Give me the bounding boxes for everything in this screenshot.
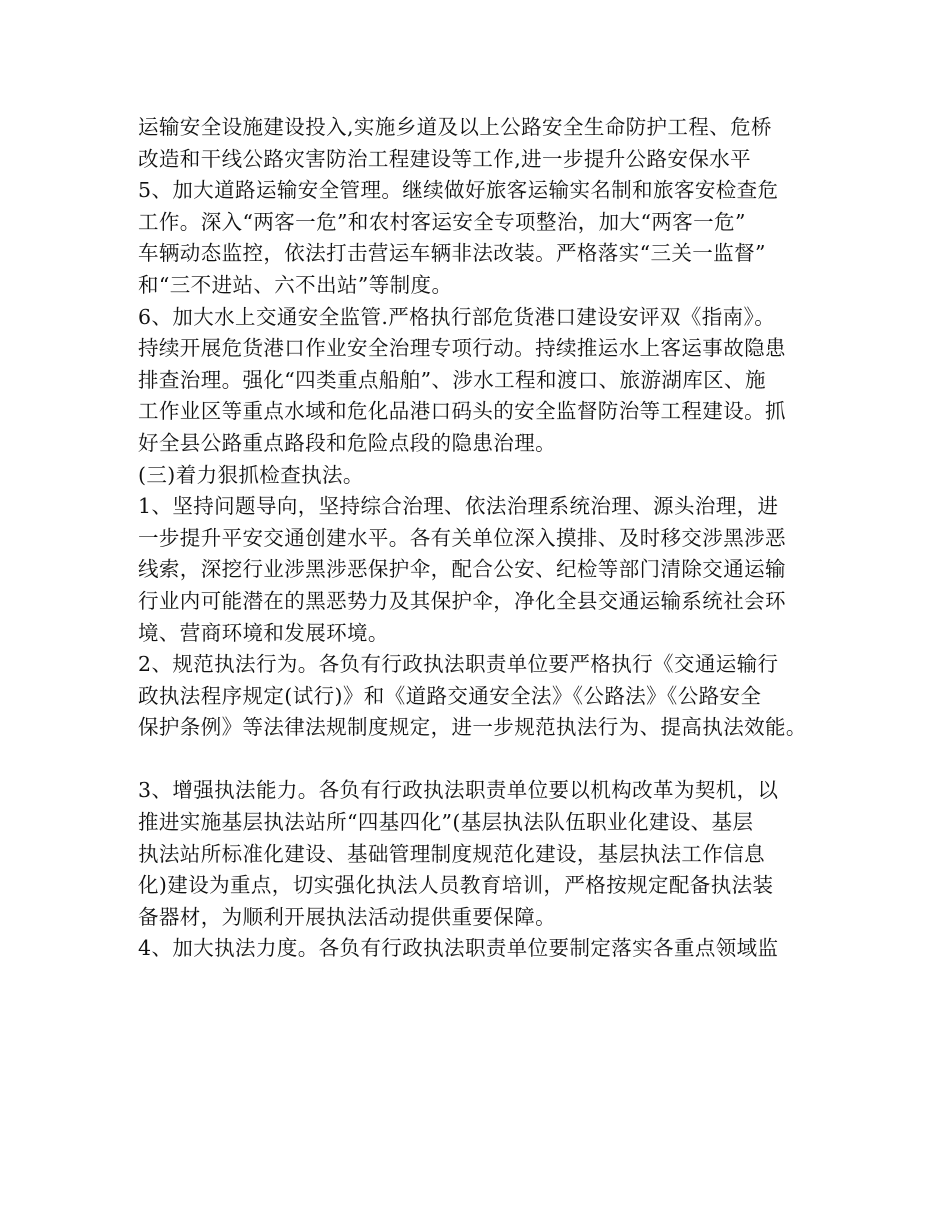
- text-line: 5、加大道路运输安全管理。继续做好旅客运输实名制和旅客安检查危: [138, 178, 779, 203]
- text-line: 境、营商环境和发展环境。: [138, 620, 389, 645]
- text-line: 工作业区等重点水域和危化品港口码头的安全监督防治等工程建设。抓: [138, 399, 786, 424]
- text-line: 车辆动态监控，依法打击营运车辆非法改装。严格落实“三关一监督”: [138, 241, 766, 266]
- text-line: 1、坚持问题导向，坚持综合治理、依法治理系统治理、源头治理，进: [138, 494, 779, 519]
- document-body: [138, 112, 838, 965]
- text-line: 运输安全设施建设投入,实施乡道及以上公路安全生命防护工程、危桥: [138, 115, 772, 139]
- section-heading: (三)着力狠抓检查执法。: [138, 462, 364, 487]
- text-line: 推进实施基层执法站所“四基四化”(基层执法队伍职业化建设、基层: [138, 810, 754, 835]
- text-line: 改造和干线公路灾害防治工程建设等工作,进一步提升公路安保水平: [138, 146, 752, 171]
- text-line: 和“三不进站、六不出站”等制度。: [138, 272, 453, 297]
- text-line: 政执法程序规定(试行)》和《道路交通安全法》《公路法》《公路安全: [138, 683, 762, 708]
- text-line: 2、规范执法行为。各负有行政执法职责单位要严格执行《交通运输行: [138, 652, 779, 677]
- text-line: 行业内可能潜在的黑恶势力及其保护伞，净化全县交通运输系统社会环: [138, 588, 786, 613]
- text-line: 线索，深挖行业涉黑涉恶保护伞，配合公安、纪检等部门清除交通运输: [138, 557, 786, 582]
- text-line: 4、加大执法力度。各负有行政执法职责单位要制定落实各重点领域监: [138, 936, 779, 961]
- text-line: 好全县公路重点路段和危险点段的隐患治理。: [138, 430, 556, 455]
- text-line: 化)建设为重点，切实强化执法人员教育培训，严格按规定配备执法装: [138, 873, 774, 898]
- text-line: 备器材，为顺利开展执法活动提供重要保障。: [138, 904, 556, 929]
- text-line: 6、加大水上交通安全监管.严格执行部危货港口建设安评双《指南》。: [138, 304, 776, 329]
- text-line: 执法站所标准化建设、基础管理制度规范化建设，基层执法工作信息: [138, 841, 765, 866]
- blank-line: [138, 744, 838, 776]
- text-line: 持续开展危货港口作业安全治理专项行动。持续推运水上客运事故隐患: [138, 336, 786, 361]
- text-line: 工作。深入“两客一危”和农村客运安全专项整治，加大“两客一危”: [138, 209, 746, 234]
- text-line: 一步提升平安交通创建水平。各有关单位深入摸排、及时移交涉黑涉恶: [138, 525, 786, 550]
- text-line: 保护条例》等法律法规制度规定，进一步规范执法行为、提高执法效能。: [138, 715, 807, 740]
- text-line: 3、增强执法能力。各负有行政执法职责单位要以机构改革为契机，以: [138, 778, 779, 803]
- text-line: 排查治理。强化“四类重点船舶”、涉水工程和渡口、旅游湖库区、施: [138, 367, 766, 392]
